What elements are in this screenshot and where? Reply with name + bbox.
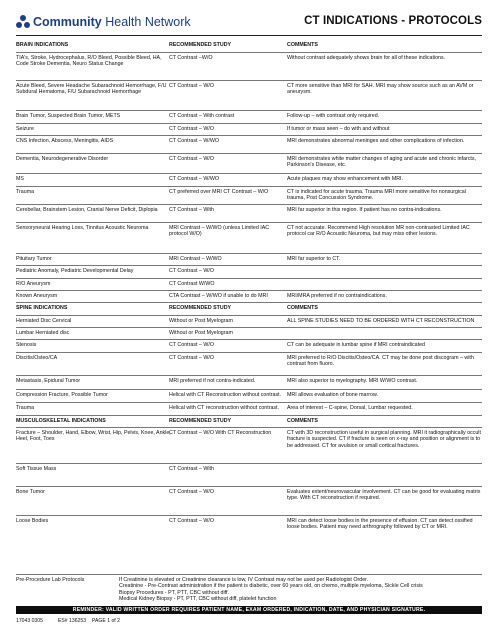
row-divider (16, 352, 482, 353)
row-divider (16, 265, 482, 266)
recommended-study-cell: CT Contrast – W/WO (169, 138, 219, 144)
indication-cell: Metastasis, Epidural Tumor (16, 378, 81, 384)
es-number: ES# 136253 (58, 618, 87, 624)
row-divider (16, 135, 482, 136)
row-divider (16, 52, 482, 53)
row-divider (16, 327, 482, 328)
indication-cell: Herniated Disc Cervical (16, 318, 72, 324)
comments-cell: COMMENTS (287, 305, 318, 311)
row-divider (16, 123, 482, 124)
row-divider (16, 486, 482, 487)
row-divider (16, 315, 482, 316)
preprocedure-label: Pre-Procedure Lab Protocols (16, 577, 85, 583)
recommended-study-cell: Without or Post Myelogram (169, 330, 233, 336)
preprocedure-line: Biopsy Procedures - PT, PTT, CBC without diff. (119, 589, 230, 596)
indication-cell: Stenosis (16, 342, 37, 348)
preprocedure-line: Medical Kidney Biopsy - PT, PTT, CBC without diff, platelet function (119, 595, 277, 602)
preprocedure-line: Creatinine - Pre-Contrast administration if the patient is diabetic, over 60 years old, on chemo, multiple myeloma, Sickle Cell crisis (119, 583, 423, 590)
recommended-study-cell: Without or Post Myelogram (169, 318, 233, 324)
comments-cell: MRI can detect loose bodies in the presence of effusion. CT can detect ossified loose bodies. Patient may need arthrography followed by CT or MRI. (287, 518, 473, 531)
comments-cell: ALL SPINE STUDIES NEED TO BE ORDERED WITH CT RECONSTRUCTION (287, 318, 475, 324)
recommended-study-cell: CT Contrast – W/O (169, 342, 214, 348)
indication-cell: Dementia, Neurodegenerative Disorder (16, 156, 109, 162)
recommended-study-cell: CT Contrast – W/WO (169, 176, 219, 182)
indication-cell: Trauma (16, 189, 35, 195)
recommended-study-cell: MRI Contrast – W/WO (169, 256, 222, 262)
indication-cell: Fracture – Shoulder, Hand, Elbow, Wrist, Hip, Pelvis, Knee, Ankle, Heel, Foot, Toes (16, 430, 171, 443)
row-divider (16, 186, 482, 187)
row-divider (16, 290, 482, 291)
recommended-study-cell: RECOMMENDED STUDY (169, 305, 232, 311)
comments-cell: CT more sensitive than MRI for SAH. MRI may show source such as an AVM or aneurysm. (287, 83, 474, 96)
recommended-study-cell: CT Contrast – With (169, 466, 214, 472)
indication-cell: SPINE INDICATIONS (16, 305, 68, 311)
recommended-study-cell: Helical with CT Reconstruction without contrast. (169, 392, 282, 398)
indication-cell: TIA's, Stroke, Hydrocephalus, R/O Bleed, Possible Bleed, HA, Code Stroke Dementia, Neuro Status Change (16, 55, 162, 68)
comments-cell: MRI demonstrates white matter changes of aging and acute and chronic infarcts, Parkinson's Disease, etc. (287, 156, 477, 169)
recommended-study-cell: CT Contrast – W/O (169, 489, 214, 495)
comments-cell: COMMENTS (287, 42, 318, 48)
indication-cell: Trauma (16, 405, 35, 411)
org-name-rest: Health Network (101, 15, 191, 29)
recommended-study-cell: MRI preferred if not contra-indicated. (169, 378, 256, 384)
indication-cell: R/O Aneurysm (16, 281, 51, 287)
row-divider (16, 80, 482, 81)
indication-cell: BRAIN INDICATIONS (16, 42, 69, 48)
row-divider (16, 402, 482, 403)
indication-cell: Known Aneurysm (16, 293, 58, 299)
comments-cell: Without contrast adequately shows brain for all of these indications. (287, 55, 446, 61)
recommended-study-cell: CT Contrast – W/O With CT Reconstruction (169, 430, 272, 436)
row-divider (16, 173, 482, 174)
row-divider (16, 574, 482, 575)
row-divider (16, 415, 482, 416)
row-divider (16, 302, 482, 303)
comments-cell: Area of interest – C-spine, Dorsal, Lumbar requested. (287, 405, 413, 411)
indication-cell: Sensoryneural Hearing Loss, Tinnitus Acoustic Neuroma (16, 225, 149, 231)
recommended-study-cell: CT preferred over MRI CT Contrast – W/O (169, 189, 269, 195)
recommended-study-cell: CT Contrast – W/O (169, 156, 214, 162)
indication-cell: Pituitary Tumor (16, 256, 52, 262)
indication-cell: Pediatric Anomaly, Pediatric Developmental Delay (16, 268, 134, 274)
page-header (16, 13, 482, 33)
comments-cell: MRI also superior to myelography. MRI W/WO contrast. (287, 378, 418, 384)
form-number: 17043 0305 (16, 618, 43, 624)
comments-cell: MRI preferred to R/O Discitis/Osteo/CA. CT may be done post discogram – with contrast from fluoro. (287, 355, 474, 368)
recommended-study-cell: CT Contrast – W/O (169, 518, 214, 524)
indication-cell: MS (16, 176, 24, 182)
row-divider (16, 110, 482, 111)
recommended-study-cell: CT Contrast W/WO (169, 281, 215, 287)
reminder-banner: REMINDER: VALID WRITTEN ORDER REQUIRES PATIENT NAME, EXAM ORDERED, INDICATION, DATE, AND PHYSICIAN SIGNATURE. (16, 606, 482, 614)
indication-cell: Lumbar Herniated disc (16, 330, 70, 336)
comments-cell: CT with 3D reconstruction useful in surgical planning. MRI it radiographically occult fracture is suspected. CT if fracture is seen on x-ray and position or alignment is to be addressed. CT for avulsion or small cortical fractures. (287, 430, 481, 449)
row-divider (16, 427, 482, 428)
row-divider (16, 339, 482, 340)
indication-cell: MUSCULOSKELETAL INDICATIONS (16, 418, 106, 424)
comments-cell: CT not accurate. Recommend High resolution MR non-contrasted Limited IAC protocol car R/O Acoustic Neuroma, but may miss other lesions. (287, 225, 470, 238)
recommended-study-cell: CT Contrast – W/O (169, 83, 214, 89)
page-number: PAGE 1 of 2 (92, 618, 120, 624)
row-divider (16, 253, 482, 254)
comments-cell: Follow-up – with contrast only required. (287, 113, 380, 119)
row-divider (16, 222, 482, 223)
preprocedure-text (119, 577, 479, 602)
recommended-study-cell: RECOMMENDED STUDY (169, 42, 232, 48)
indication-cell: Discitis/Osteo/CA (16, 355, 58, 361)
comments-cell: Evaluates extent/neurovascular involvement. CT can be good for evaluating matrix type. With CT reconstruction if required. (287, 489, 481, 502)
recommended-study-cell: CT Contrast –W/O (169, 55, 213, 61)
row-divider (16, 463, 482, 464)
recommended-study-cell: MRI Contrast – W/WO (unless Limited IAC protocol W/O) (169, 225, 270, 238)
comments-cell: MRI demonstrates abnormal meninges and other complications of infection. (287, 138, 465, 144)
comments-cell: MRI far superior in this region. If patient has no contra-indications. (287, 207, 442, 213)
row-divider (16, 204, 482, 205)
recommended-study-cell: CT Contrast – W/O (169, 268, 214, 274)
row-divider (16, 389, 482, 390)
recommended-study-cell: RECOMMENDED STUDY (169, 418, 232, 424)
community-health-network-logo (16, 15, 191, 29)
document-title: CT INDICATIONS - PROTOCOLS (304, 15, 482, 27)
indication-cell: Compression Fracture, Possible Tumor (16, 392, 108, 398)
indication-cell: Soft Tissue Mass (16, 466, 57, 472)
logo-mark-icon (16, 15, 30, 29)
row-divider (16, 153, 482, 154)
indication-cell: Loose Bodies (16, 518, 49, 524)
recommended-study-cell: CT Contrast – W/O (169, 126, 214, 132)
comments-cell: CT can be adequate in lumbar spine if MRI contraindicated (287, 342, 425, 348)
indication-cell: Cerebellar, Brainstem Lesion, Cranial Nerve Deficit, Diplopia (16, 207, 158, 213)
indication-cell: Acute Bleed, Severe Headache Subarachnoid Hemorrhage, F/U Subdural Hematoma, F/U Subarachnoid Hemorrhage (16, 83, 167, 96)
header-rule (16, 35, 482, 36)
recommended-study-cell: CT Contrast – With (169, 207, 214, 213)
comments-cell: Acute plaques may show enhancement with MRI. (287, 176, 404, 182)
indication-cell: Seizure (16, 126, 34, 132)
recommended-study-cell: CT Contrast – W/O (169, 355, 214, 361)
comments-cell: If tumor or mass seen – do with and without (287, 126, 390, 132)
row-divider (16, 278, 482, 279)
row-divider (16, 375, 482, 376)
comments-cell: COMMENTS (287, 418, 318, 424)
recommended-study-cell: CTA Contrast – W/WO if unable to do MRI (169, 293, 268, 299)
indication-cell: CNS Infection, Abscess, Meningitis, AIDS (16, 138, 114, 144)
indication-cell: Bone Tumor (16, 489, 45, 495)
row-divider (16, 515, 482, 516)
org-name-bold: Community (33, 15, 102, 29)
comments-cell: CT is indicated for acute trauma. Trauma MRI more sensitive for nonsurgical trauma, Post Concussion Syndrome. (287, 189, 466, 202)
recommended-study-cell: Helical with CT reconstruction without contrast. (169, 405, 280, 411)
indication-cell: Brain Tumor, Suspected Brain Tumor, METS (16, 113, 121, 119)
comments-cell: MRI allows evaluation of bone marrow. (287, 392, 378, 398)
recommended-study-cell: CT Contrast – With contrast (169, 113, 235, 119)
comments-cell: MRI far superior to CT. (287, 256, 341, 262)
preprocedure-line: If Creatinine is elevated or Creatinine clearance is low, IV Contrast may not be used per Radiologist Order. (119, 577, 369, 583)
comments-cell: MRI/MRA preferred if no contraindications. (287, 293, 387, 299)
